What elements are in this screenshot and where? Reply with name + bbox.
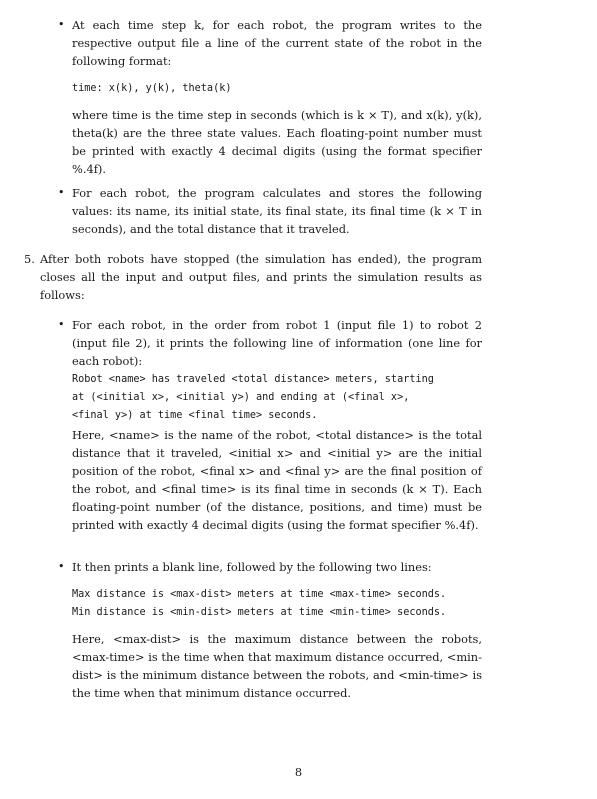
code-format-line: time: x(k), y(k), theta(k) bbox=[72, 83, 232, 94]
bullet-marker: • bbox=[58, 318, 65, 331]
bullet-text: At each time step k, for each robot, the program writes to the respective output file a line of the current state of the robot in the following format: bbox=[72, 18, 482, 68]
bullet-text: Here, <name> is the name of the robot, <total distance> is the total distance that it traveled, <initial x> and <initial y> are the initial position of the robot, <final x> and <final y> are the final position of the robot, and <final time> is its final time in seconds (k × T). Each floating-point number (of the distance, positions, and time) must be printed with exactly 4 decimal digits (using the format specifier %.4f). bbox=[72, 428, 482, 532]
code-line: Max distance is <max-dist> meters at time <max-time> seconds. bbox=[72, 589, 447, 600]
bullet-marker: • bbox=[58, 560, 65, 573]
bullet-text: It then prints a blank line, followed by the following two lines: bbox=[72, 560, 432, 574]
bullet-text: For each robot, in the order from robot 1 (input file 1) to robot 2 (input file 2), it prints the following line of information (one line for each robot): bbox=[72, 318, 482, 368]
list-item-text: After both robots have stopped (the simulation has ended), the program closes all the input and output files, and prints the simulation results as follows: bbox=[40, 252, 482, 302]
list-number: 5. bbox=[24, 252, 35, 266]
code-line: <final y>) at time <final time> seconds. bbox=[72, 410, 318, 421]
bullet-text: where time is the time step in seconds (which is k × T), and x(k), y(k), theta(k) are the three state values. Each floating-point number must be printed with exactly 4 decimal digits (using the format specifier %.4f). bbox=[72, 108, 482, 176]
code-line: Min distance is <min-dist> meters at time <min-time> seconds. bbox=[72, 607, 447, 618]
bullet-marker: • bbox=[58, 186, 65, 199]
code-line: at (<initial x>, <initial y>) and ending at (<final x>, bbox=[72, 392, 410, 403]
bullet-text: Here, <max-dist> is the maximum distance between the robots, <max-time> is the time when that maximum distance occurred, <min-dist> is the minimum distance between the robots, and <min-time> is the time when that minimum distance occurred. bbox=[72, 632, 482, 700]
page-number: 8 bbox=[294, 765, 303, 779]
bullet-text: For each robot, the program calculates and stores the following values: its name, its initial state, its final state, its final time (k × T in seconds), and the total distance that it traveled. bbox=[72, 186, 482, 236]
bullet-marker: • bbox=[58, 18, 65, 31]
code-line: Robot <name> has traveled <total distance> meters, starting bbox=[72, 374, 434, 385]
